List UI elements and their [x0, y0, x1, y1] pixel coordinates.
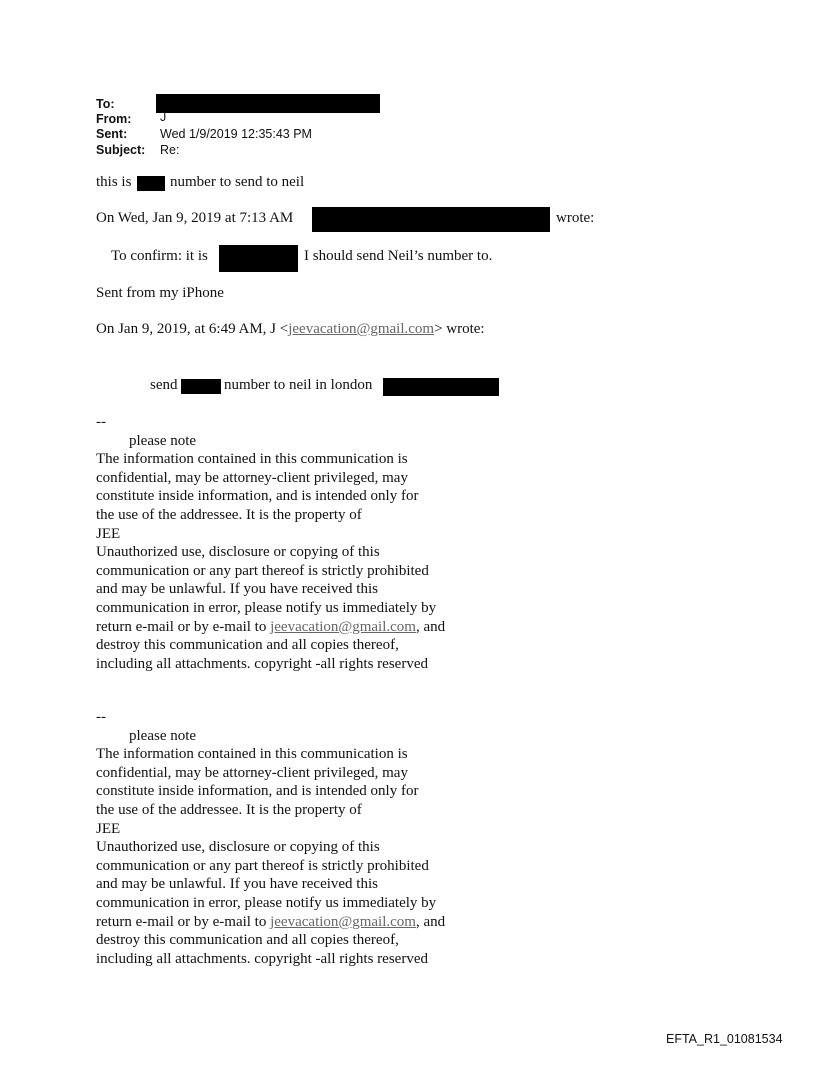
disclaimer-line: confidential, may be attorney-client privileged, may	[96, 764, 408, 781]
signature: Sent from my iPhone	[96, 285, 224, 301]
disclaimer-return-line	[96, 913, 445, 932]
disclaimer-line: The information contained in this communication is	[96, 746, 408, 763]
return-text: return e-mail or by e-mail to	[96, 913, 271, 930]
disclaimer-return-line	[96, 618, 445, 637]
disclaimer-line: communication in error, please notify us immediately by	[96, 599, 437, 616]
send-line-b: number to neil in london	[224, 377, 373, 393]
subject-value: Re:	[160, 143, 180, 157]
disclaimer-line: and may be unlawful. If you have received this	[96, 581, 378, 598]
disclaimer-line: constitute inside information, and is intended only for	[96, 783, 419, 800]
please-note: please note	[129, 432, 197, 449]
confirm-redaction	[219, 245, 298, 272]
disclaimer-line: the use of the addressee. It is the property of	[96, 801, 362, 818]
send-redaction-2	[383, 378, 499, 396]
body-redaction	[137, 176, 165, 191]
disclaimer-line: communication or any part thereof is strictly prohibited	[96, 562, 429, 579]
return-tail: , and	[415, 618, 446, 635]
sent-value: Wed 1/9/2019 12:35:43 PM	[160, 127, 312, 141]
quote1-wrote: wrote:	[556, 210, 595, 226]
disclaimer-line: communication or any part thereof is strictly prohibited	[96, 857, 429, 874]
send-redaction-1	[181, 379, 221, 394]
disclaimer-line: destroy this communication and all copies thereof,	[96, 932, 399, 949]
from-label: From:	[96, 112, 132, 126]
to-label: To:	[96, 97, 115, 111]
subject-label: Subject:	[96, 143, 146, 157]
disclaimer-line: and may be unlawful. If you have received this	[96, 876, 378, 893]
disclaimer-line: The information contained in this communication is	[96, 451, 408, 468]
disclaimer-line: destroy this communication and all copies thereof,	[96, 637, 399, 654]
document-id: EFTA_R1_01081534	[666, 1032, 783, 1046]
disclaimer-line: constitute inside information, and is intended only for	[96, 488, 419, 505]
send-line-a: send	[150, 377, 178, 393]
body-line-number: number to send to neil	[170, 174, 305, 190]
disclaimer-email-link[interactable]: jeevacation@gmail.com	[270, 913, 416, 930]
disclaimer-block	[96, 708, 445, 968]
quote2-email-link[interactable]: jeevacation@gmail.com	[288, 321, 435, 337]
from-value: J	[160, 110, 167, 124]
quote1-intro: On Wed, Jan 9, 2019 at 7:13 AM	[96, 210, 294, 226]
quote1-sender-redaction	[312, 207, 550, 232]
disclaimer-block	[96, 413, 445, 673]
quote2-wrote: > wrote:	[434, 321, 485, 337]
separator: --	[96, 709, 106, 725]
sent-label: Sent:	[96, 127, 128, 141]
quote2-line	[96, 321, 485, 338]
disclaimer-line: communication in error, please notify us immediately by	[96, 894, 437, 911]
confirm-line-a: To confirm: it is	[111, 248, 208, 264]
quote2-intro: On Jan 9, 2019, at 6:49 AM, J <	[96, 321, 289, 337]
disclaimer-line: including all attachments. copyright -all rights reserved	[96, 655, 428, 672]
confirm-line-b: I should send Neil’s number to.	[304, 248, 493, 264]
disclaimer-line: Unauthorized use, disclosure or copying of this	[96, 839, 380, 856]
disclaimer-line: confidential, may be attorney-client privileged, may	[96, 469, 408, 486]
return-text: return e-mail or by e-mail to	[96, 618, 271, 635]
disclaimer-line: including all attachments. copyright -all rights reserved	[96, 950, 428, 967]
disclaimer-line: JEE	[96, 820, 121, 837]
disclaimer-line: Unauthorized use, disclosure or copying of this	[96, 544, 380, 561]
return-tail: , and	[415, 913, 446, 930]
please-note: please note	[129, 727, 197, 744]
separator: --	[96, 414, 106, 430]
disclaimer-line: the use of the addressee. It is the property of	[96, 506, 362, 523]
disclaimer-email-link[interactable]: jeevacation@gmail.com	[270, 618, 416, 635]
to-redaction	[156, 94, 380, 113]
body-line-this-is: this is	[96, 174, 132, 190]
disclaimer-line: JEE	[96, 525, 121, 542]
